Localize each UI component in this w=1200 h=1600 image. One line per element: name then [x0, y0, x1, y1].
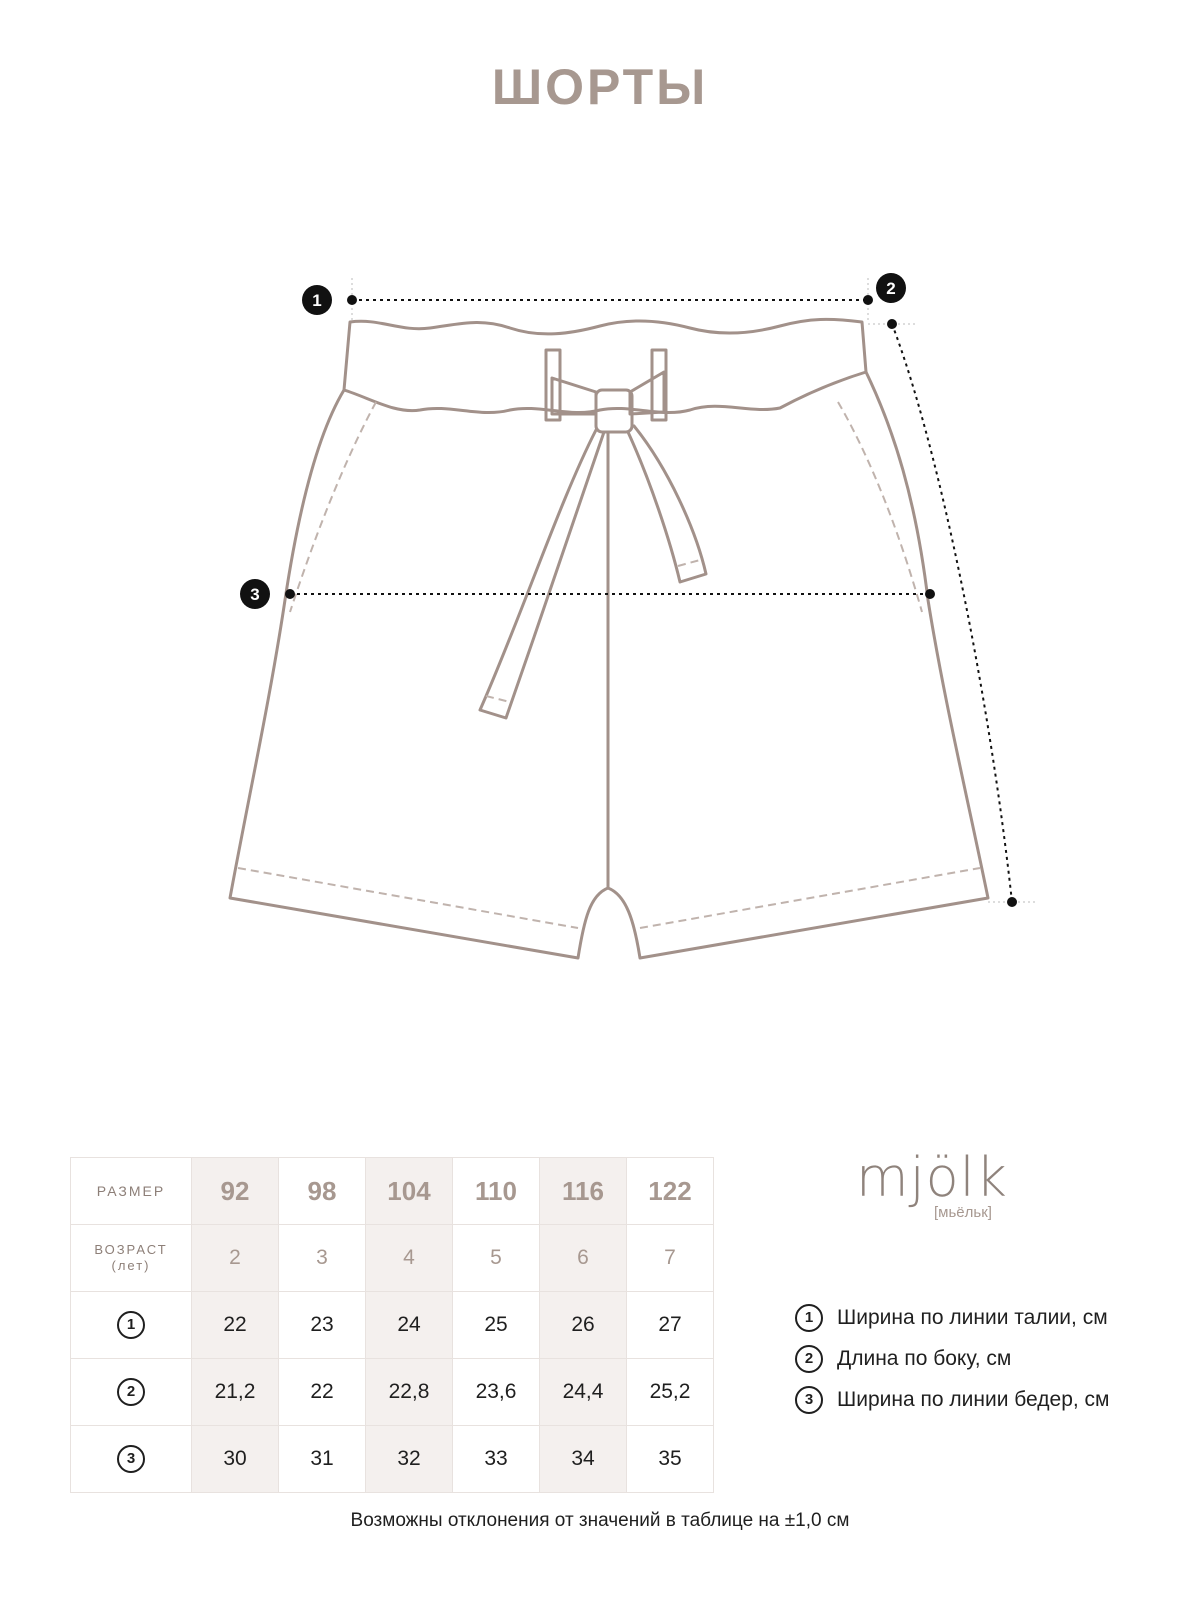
value-cell: 24,4 [540, 1359, 627, 1426]
value-cell: 27 [627, 1292, 714, 1359]
value-cell: 30 [192, 1426, 279, 1493]
value-cell: 23,6 [453, 1359, 540, 1426]
brand-name: mjölk [856, 1146, 1008, 1209]
measure-waist [347, 278, 873, 322]
legend-marker: 1 [795, 1304, 823, 1332]
measure-row-side [71, 1359, 714, 1426]
measure-row-waist [71, 1292, 714, 1359]
size-label: РАЗМЕР [71, 1158, 192, 1225]
age-unit: (лет) [111, 1258, 151, 1273]
value-cell: 25 [453, 1292, 540, 1359]
tolerance-note: Возможны отклонения от значений в таблице на ±1,0 см [350, 1510, 850, 1531]
row-marker: 3 [117, 1445, 145, 1473]
row-marker-cell [71, 1426, 192, 1493]
hem-left [238, 868, 578, 928]
age-cell: 5 [453, 1225, 540, 1292]
age-cell: 2 [192, 1225, 279, 1292]
value-cell: 21,2 [192, 1359, 279, 1426]
value-cell: 33 [453, 1426, 540, 1493]
size-cell: 116 [540, 1158, 627, 1225]
row-marker-cell [71, 1359, 192, 1426]
legend-item [795, 1379, 1110, 1420]
legend-text: Ширина по линии бедер, см [837, 1387, 1110, 1411]
age-label-cell [71, 1225, 192, 1292]
svg-text:3: 3 [250, 585, 260, 604]
size-cell: 104 [366, 1158, 453, 1225]
size-cell: 122 [627, 1158, 714, 1225]
value-cell: 26 [540, 1292, 627, 1359]
hem-right [640, 868, 980, 928]
page-title: ШОРТЫ [491, 59, 709, 115]
legend-marker: 3 [795, 1386, 823, 1414]
row-marker-cell [71, 1292, 192, 1359]
age-cell: 3 [279, 1225, 366, 1292]
size-cell: 110 [453, 1158, 540, 1225]
marker-1 [302, 285, 332, 315]
value-cell: 22 [192, 1292, 279, 1359]
svg-text:2: 2 [886, 279, 896, 298]
row-marker: 1 [117, 1311, 145, 1339]
age-label: ВОЗРАСТ [94, 1242, 168, 1257]
age-cell: 7 [627, 1225, 714, 1292]
pocket-right [838, 402, 922, 612]
value-cell: 32 [366, 1426, 453, 1493]
value-cell: 23 [279, 1292, 366, 1359]
legend-text: Длина по боку, см [837, 1346, 1012, 1370]
legend-item [795, 1297, 1110, 1338]
age-cell: 4 [366, 1225, 453, 1292]
age-cell: 6 [540, 1225, 627, 1292]
legend-marker: 2 [795, 1345, 823, 1373]
belt-tail-left [480, 430, 604, 718]
value-cell: 35 [627, 1426, 714, 1493]
tail-stitch-right [678, 560, 700, 566]
value-cell: 22 [279, 1359, 366, 1426]
value-cell: 25,2 [627, 1359, 714, 1426]
size-row [71, 1158, 714, 1225]
size-table [70, 1157, 714, 1493]
size-cell: 98 [279, 1158, 366, 1225]
age-row [71, 1225, 714, 1292]
row-marker: 2 [117, 1378, 145, 1406]
measurement-legend [795, 1297, 1110, 1420]
marker-2 [876, 273, 906, 303]
legend-text: Ширина по линии талии, см [837, 1305, 1108, 1329]
value-cell: 31 [279, 1426, 366, 1493]
value-cell: 24 [366, 1292, 453, 1359]
svg-text:1: 1 [312, 291, 322, 310]
marker-3 [240, 579, 270, 609]
tail-stitch-left [486, 696, 510, 702]
measure-row-hip [71, 1426, 714, 1493]
brand-pronunciation: [мьёльк] [934, 1204, 992, 1221]
measure-hip [285, 589, 935, 599]
waistband [344, 319, 866, 412]
measure-side [868, 319, 1036, 907]
brand-logo [852, 1146, 1012, 1221]
belt-tail-right [628, 426, 706, 582]
value-cell: 34 [540, 1426, 627, 1493]
value-cell: 22,8 [366, 1359, 453, 1426]
legend-item [795, 1338, 1110, 1379]
size-cell: 92 [192, 1158, 279, 1225]
